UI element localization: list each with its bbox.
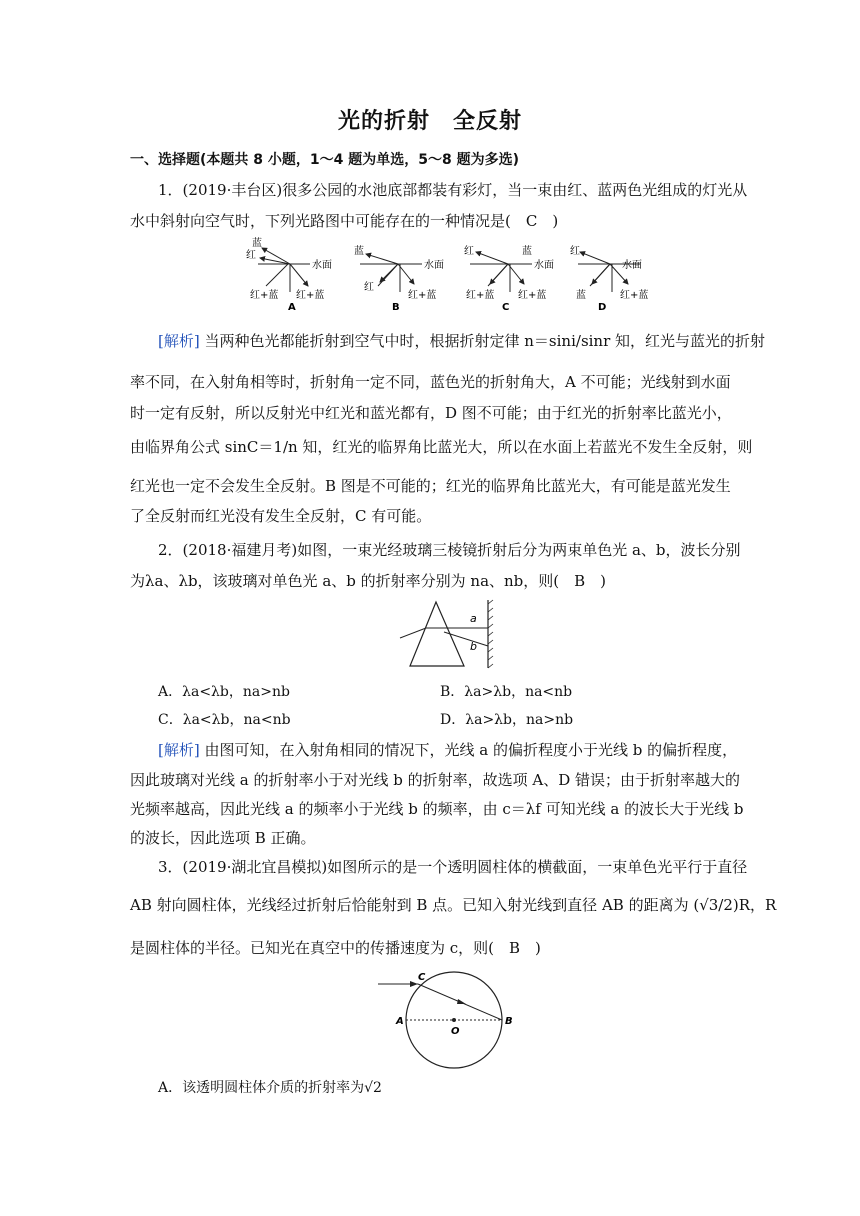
q1-d-mixed-label: 红+蓝 <box>620 290 649 301</box>
q1-a-letter: A <box>288 302 296 313</box>
q2-analysis-line-4: 的波长，因此选项 B 正确。 <box>130 829 316 847</box>
q2-analysis-line-1 <box>158 740 738 760</box>
q1-diagram-c <box>464 244 554 313</box>
q2-prism-figure <box>396 598 506 670</box>
q1-c-letter: C <box>502 302 510 313</box>
q1-c-mixed-label: 红+蓝 <box>466 290 495 301</box>
q2-analysis-tag: [解析] <box>158 741 200 759</box>
q1-d-letter: D <box>598 302 607 313</box>
q1-analysis-text-1: 当两种色光都能折射到空气中时，根据折射定律 n＝sini/sinr 知，红光与蓝光的折射 <box>204 332 766 350</box>
q2-analysis-text-1: 由图可知，在入射角相同的情况下，光线 a 的偏折程度小于光线 b 的偏折程度， <box>204 741 738 759</box>
q1-analysis-line-6: 了全反射而红光没有发生全反射，C 有可能。 <box>130 507 432 525</box>
ray-b <box>444 632 488 646</box>
point-a-label: A <box>396 1016 404 1027</box>
q2-line-1: 2．(2018·福建月考)如图，一束光经玻璃三棱镜折射后分为两束单色光 a、b，波长分别 <box>158 541 741 559</box>
q1-analysis-tag: [解析] <box>158 332 200 350</box>
ray-b-label: b <box>470 640 477 653</box>
point-b-label: B <box>505 1016 513 1027</box>
page-title: 光的折射 全反射 <box>337 109 522 134</box>
ray-a-label: a <box>470 612 477 625</box>
q1-b-red-label: 红 <box>364 282 374 293</box>
q1-b-surface-label: 水面 <box>424 260 444 271</box>
q1-b-mixed-label: 红+蓝 <box>408 290 437 301</box>
q1-a-red-label: 红 <box>246 250 256 261</box>
q2-analysis-line-3: 光频率越高，因此光线 a 的频率小于光线 b 的频率，由 c＝λf 可知光线 a 的波长大于光线 b <box>130 800 744 818</box>
prism-triangle <box>410 602 464 666</box>
section-heading: 一、选择题(本题共 8 小题，1～4 题为单选，5～8 题为多选) <box>130 152 519 168</box>
q1-c-mixed-label-2: 红+蓝 <box>518 290 547 301</box>
point-o-label: O <box>451 1026 460 1037</box>
q1-b-letter: B <box>392 302 400 313</box>
q2-analysis-line-2: 因此玻璃对光线 a 的折射率小于对光线 b 的折射率，故选项 A、D 错误；由于折射率越大的 <box>130 771 741 789</box>
q1-line-2: 水中斜射向空气时，下列光路图中可能存在的一种情况是( C ) <box>130 212 559 230</box>
q3-line-1: 3．(2019·湖北宜昌模拟)如图所示的是一个透明圆柱体的横截面，一束单色光平行于直径 <box>158 858 748 876</box>
q3-line-3: 是圆柱体的半径。已知光在真空中的传播速度为 c，则( B ) <box>130 939 541 957</box>
center-point <box>452 1018 456 1022</box>
q1-diagram-a <box>246 236 332 313</box>
q2-line-2: 为λa、λb，该玻璃对单色光 a、b 的折射率分别为 na、nb，则( B ) <box>130 572 607 590</box>
q1-analysis-line-1 <box>158 331 766 351</box>
q1-a-blue-label: 蓝 <box>252 238 262 249</box>
q1-figure <box>240 236 660 314</box>
q1-a-surface-label: 水面 <box>312 260 332 271</box>
q1-analysis-line-4: 由临界角公式 sinC＝1/n 知，红光的临界角比蓝光大，所以在水面上若蓝光不发生全反射，则 <box>130 438 753 456</box>
q3-line-2: AB 射向圆柱体，光线经过折射后恰能射到 B 点。已知入射光线到直径 AB 的距离为 (√3/2)R，R <box>130 896 777 914</box>
q1-a-mixed-label: 红+蓝 <box>250 290 279 301</box>
q1-d-red-label: 红 <box>570 246 580 257</box>
point-c-label: C <box>418 972 426 983</box>
q1-b-blue-label: 蓝 <box>354 246 364 257</box>
q1-d-surface-label: 水面 <box>622 260 642 271</box>
q1-diagram-b <box>354 244 444 313</box>
q1-a-mixed-label-2: 红+蓝 <box>296 290 325 301</box>
q3-option-a: A．该透明圆柱体介质的折射率为√2 <box>158 1080 382 1096</box>
q1-line-1: 1．(2019·丰台区)很多公园的水池底部都装有彩灯，当一束由红、蓝两色光组成的灯光从 <box>158 181 748 199</box>
q1-analysis-line-5: 红光也一定不会发生全反射。B 图是不可能的；红光的临界角比蓝光大，有可能是蓝光发生 <box>130 477 731 495</box>
q2-option-a: A．λa<λb，na>nb <box>158 684 290 700</box>
q2-option-d: D．λa>λb，na>nb <box>440 712 574 728</box>
q1-analysis-line-2: 率不同，在入射角相等时，折射角一定不同，蓝色光的折射角大，A 不可能；光线射到水面 <box>130 373 731 391</box>
q1-c-red-label: 红 <box>464 246 474 257</box>
q2-option-b: B．λa>λb，na<nb <box>440 684 573 700</box>
q3-circle-figure <box>374 964 524 1072</box>
q1-analysis-line-3: 时一定有反射，所以反射光中红光和蓝光都有，D 图不可能；由于红光的折射率比蓝光小， <box>130 404 732 422</box>
q1-c-surface-label: 水面 <box>534 260 554 271</box>
q1-d-blue-label: 蓝 <box>576 290 586 301</box>
q1-c-blue-label: 蓝 <box>522 246 532 257</box>
q1-diagram-d <box>570 245 648 313</box>
q2-option-c: C．λa<λb，na<nb <box>158 712 291 728</box>
